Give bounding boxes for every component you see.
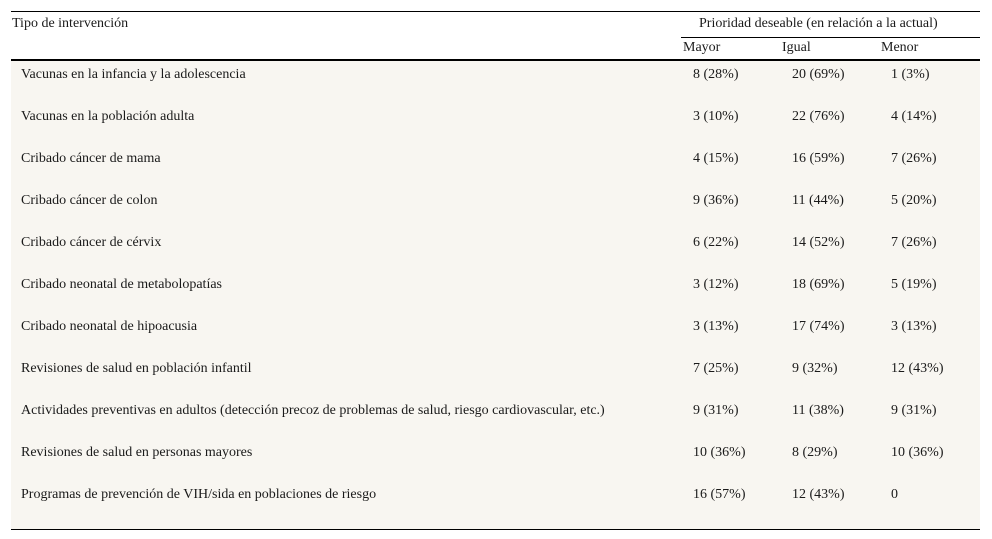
cell-type: Revisiones de salud en personas mayores: [21, 445, 253, 460]
cell-igual: 17 (74%): [792, 319, 845, 334]
cell-type: Cribado cáncer de mama: [21, 151, 161, 166]
cell-mayor: 10 (36%): [693, 445, 746, 460]
cell-type: Cribado neonatal de metabolopatías: [21, 277, 222, 292]
cell-mayor: 4 (15%): [693, 151, 739, 166]
table-row: [11, 357, 980, 399]
table-row: [11, 315, 980, 357]
cell-igual: 11 (44%): [792, 193, 844, 208]
cell-mayor: 9 (36%): [693, 193, 739, 208]
cell-type: Actividades preventivas en adultos (detección precoz de problemas de salud, riesgo cardiovascular, etc.): [21, 403, 605, 418]
cell-menor: 7 (26%): [891, 235, 937, 250]
cell-menor: 5 (19%): [891, 277, 937, 292]
cell-mayor: 16 (57%): [693, 487, 746, 502]
cell-type: Cribado neonatal de hipoacusia: [21, 319, 198, 334]
cell-type: Revisiones de salud en población infantil: [21, 361, 252, 376]
cell-menor: 5 (20%): [891, 193, 937, 208]
table-header: [11, 12, 980, 59]
cell-mayor: 3 (10%): [693, 109, 739, 124]
cell-igual: 12 (43%): [792, 487, 845, 502]
header-group-rule: [681, 37, 980, 38]
cell-menor: 12 (43%): [891, 361, 944, 376]
cell-type: Cribado cáncer de cérvix: [21, 235, 162, 250]
header-igual: Igual: [782, 40, 811, 55]
cell-type: Cribado cáncer de colon: [21, 193, 158, 208]
cell-igual: 9 (32%): [792, 361, 838, 376]
header-menor: Menor: [881, 40, 919, 55]
table-row: [11, 441, 980, 483]
bottom-rule: [11, 529, 980, 530]
header-type: Tipo de intervención: [12, 16, 129, 31]
cell-menor: 9 (31%): [891, 403, 937, 418]
cell-igual: 14 (52%): [792, 235, 845, 250]
cell-menor: 4 (14%): [891, 109, 937, 124]
cell-igual: 8 (29%): [792, 445, 838, 460]
cell-igual: 18 (69%): [792, 277, 845, 292]
cell-menor: 1 (3%): [891, 67, 930, 82]
cell-menor: 7 (26%): [891, 151, 937, 166]
table-row: [11, 231, 980, 273]
table-row: [11, 483, 980, 525]
cell-mayor: 3 (13%): [693, 319, 739, 334]
intervention-priority-table: [11, 11, 980, 530]
table-row: [11, 63, 980, 105]
cell-mayor: 9 (31%): [693, 403, 739, 418]
table-row: [11, 147, 980, 189]
cell-igual: 20 (69%): [792, 67, 845, 82]
cell-mayor: 3 (12%): [693, 277, 739, 292]
table-row: [11, 273, 980, 315]
cell-mayor: 6 (22%): [693, 235, 739, 250]
cell-igual: 11 (38%): [792, 403, 844, 418]
header-group-priority: Prioridad deseable (en relación a la actual): [699, 16, 938, 31]
table-row: [11, 189, 980, 231]
cell-mayor: 7 (25%): [693, 361, 739, 376]
table-row: [11, 399, 980, 441]
cell-type: Vacunas en la infancia y la adolescencia: [21, 67, 246, 82]
table-body: [11, 61, 980, 529]
cell-igual: 16 (59%): [792, 151, 845, 166]
cell-mayor: 8 (28%): [693, 67, 739, 82]
cell-igual: 22 (76%): [792, 109, 845, 124]
cell-type: Vacunas en la población adulta: [21, 109, 195, 124]
table-row: [11, 105, 980, 147]
cell-menor: 0: [891, 487, 898, 502]
cell-type: Programas de prevención de VIH/sida en poblaciones de riesgo: [21, 487, 377, 502]
cell-menor: 3 (13%): [891, 319, 937, 334]
header-mayor: Mayor: [683, 40, 721, 55]
cell-menor: 10 (36%): [891, 445, 944, 460]
